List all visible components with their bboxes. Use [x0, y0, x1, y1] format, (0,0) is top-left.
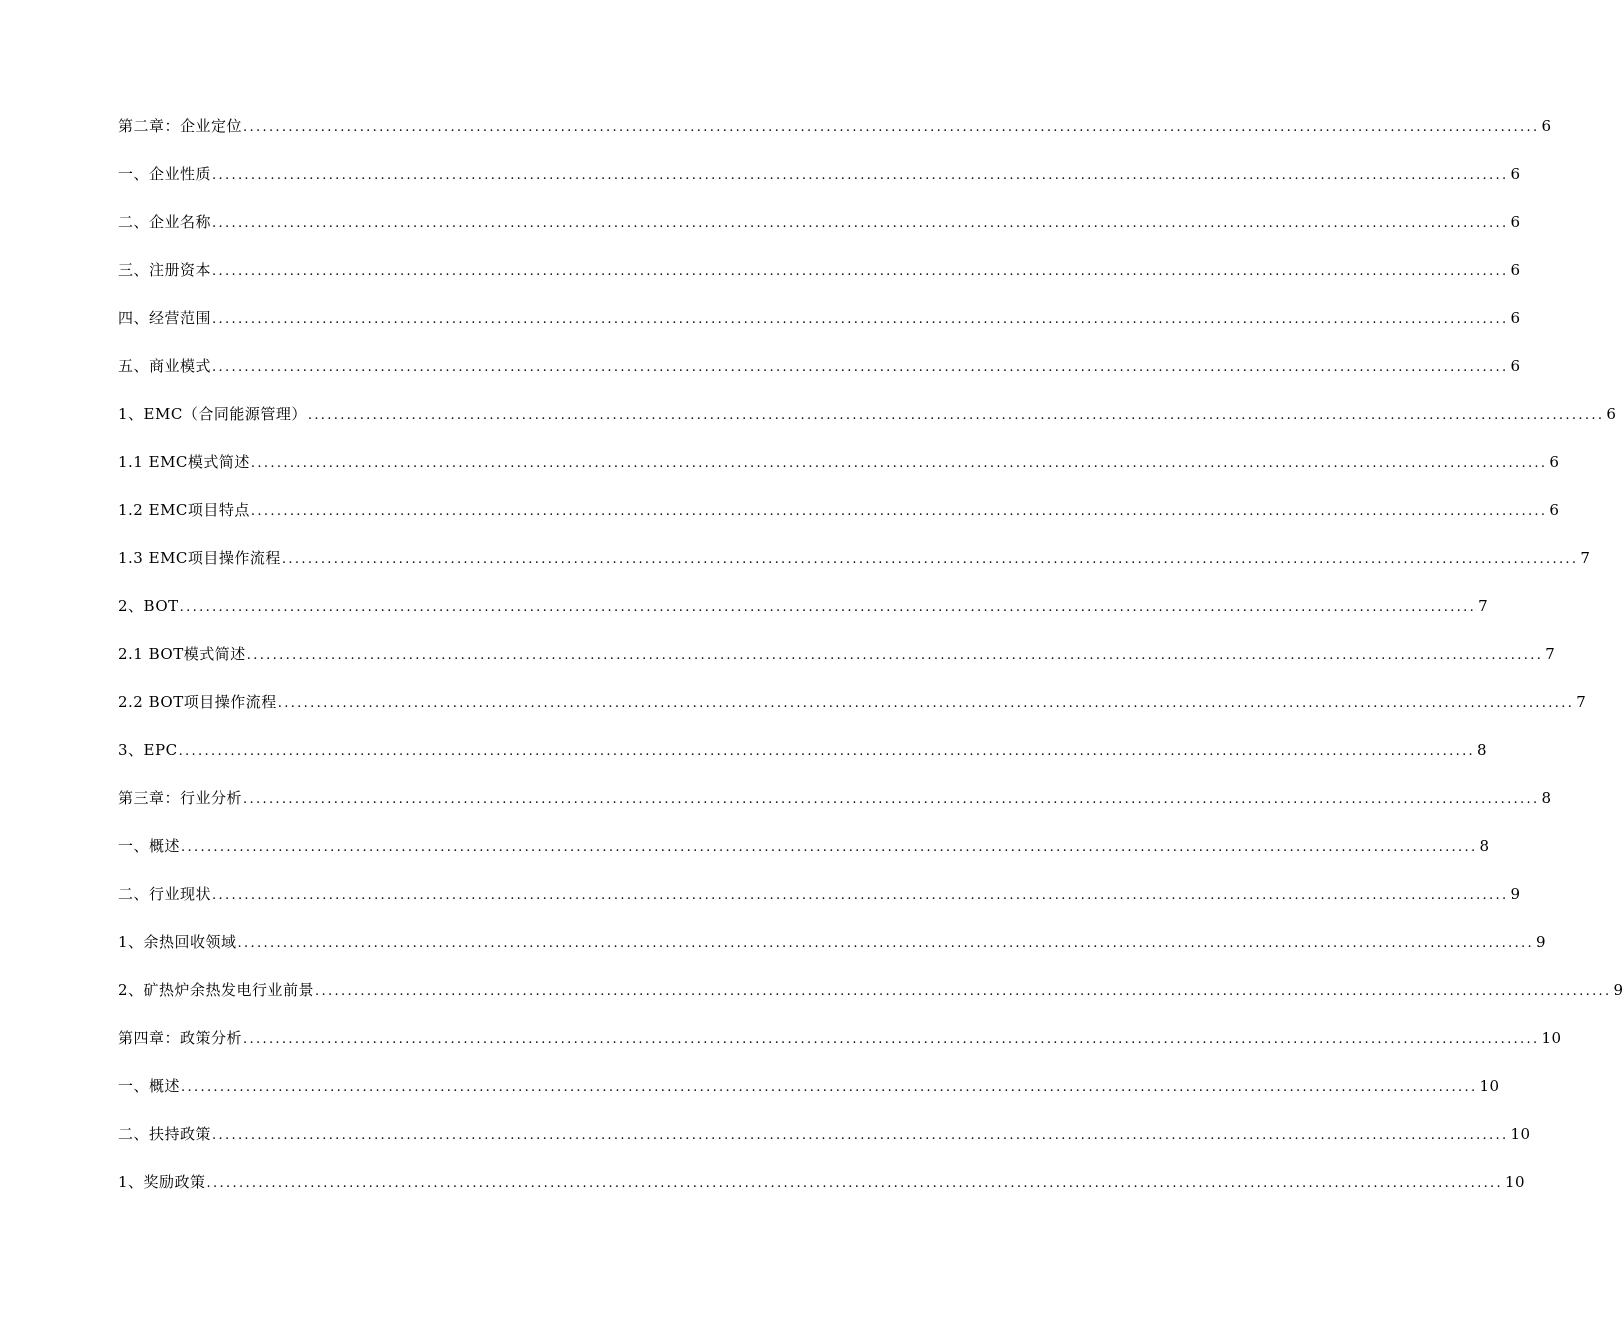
toc-entry[interactable] [118, 1171, 1526, 1219]
toc-entry-title: 第三章：行业分析 [118, 789, 243, 807]
toc-leader-dots: ........................................................................................................................................................................................................ [237, 936, 1535, 951]
toc-leader-dots: ........................................................................................................................................................................................................ [181, 1080, 1478, 1095]
toc-entry-page: 6 [1510, 165, 1521, 183]
toc-entry[interactable] [118, 691, 1587, 739]
toc-leader-dots: ........................................................................................................................................................................................................ [250, 504, 1548, 519]
toc-entry-page: 7 [1580, 549, 1591, 567]
toc-entry[interactable] [118, 307, 1521, 355]
toc-entry-page: 10 [1505, 1173, 1526, 1191]
toc-entry-page: 7 [1478, 597, 1489, 615]
toc-entry-page: 10 [1479, 1077, 1500, 1095]
toc-entry-page: 7 [1545, 645, 1556, 663]
toc-entry[interactable] [118, 835, 1490, 883]
toc-entry-page: 6 [1510, 309, 1521, 327]
toc-entry-title: 一、概述 [118, 1077, 181, 1095]
toc-entry[interactable] [118, 931, 1547, 979]
toc-leader-dots: ........................................................................................................................................................................................................ [212, 360, 1509, 375]
toc-entry-title: 一、企业性质 [118, 165, 212, 183]
toc-entry-page: 6 [1549, 453, 1560, 471]
toc-leader-dots: ........................................................................................................................................................................................................ [179, 600, 1477, 615]
toc-entry-title: 3、EPC [118, 741, 178, 759]
toc-entry[interactable] [118, 1027, 1562, 1075]
toc-entry-title: 2、BOT [118, 597, 179, 615]
toc-entry-page: 10 [1541, 1029, 1562, 1047]
toc-entry-title: 四、经营范围 [118, 309, 212, 327]
toc-entry-title: 一、概述 [118, 837, 181, 855]
toc-leader-dots: ........................................................................................................................................................................................................ [315, 984, 1612, 999]
table-of-contents [118, 115, 1624, 1219]
toc-entry[interactable] [118, 1075, 1500, 1123]
toc-leader-dots: ........................................................................................................................................................................................................ [250, 456, 1548, 471]
toc-entry-title: 2.1 BOT模式简述 [118, 645, 246, 663]
toc-entry[interactable] [118, 499, 1560, 547]
toc-entry-page: 9 [1510, 885, 1521, 903]
toc-entry-title: 二、企业名称 [118, 213, 212, 231]
toc-leader-dots: ........................................................................................................................................................................................................ [212, 888, 1509, 903]
toc-leader-dots: ........................................................................................................................................................................................................ [212, 264, 1509, 279]
toc-leader-dots: ........................................................................................................................................................................................................ [281, 552, 1579, 567]
toc-entry-title: 二、行业现状 [118, 885, 212, 903]
toc-entry-page: 6 [1541, 117, 1552, 135]
toc-entry[interactable] [118, 787, 1552, 835]
toc-entry-title: 1、奖励政策 [118, 1173, 206, 1191]
toc-entry-title: 1、EMC（合同能源管理） [118, 405, 307, 423]
toc-leader-dots: ........................................................................................................................................................................................................ [246, 648, 1544, 663]
toc-leader-dots: ........................................................................................................................................................................................................ [206, 1176, 1504, 1191]
toc-entry-title: 第二章：企业定位 [118, 117, 243, 135]
toc-entry-title: 2、矿热炉余热发电行业前景 [118, 981, 315, 999]
toc-entry-page: 6 [1510, 261, 1521, 279]
toc-entry-title: 1.2 EMC项目特点 [118, 501, 250, 519]
toc-entry[interactable] [118, 739, 1488, 787]
toc-leader-dots: ........................................................................................................................................................................................................ [307, 408, 1605, 423]
toc-leader-dots: ........................................................................................................................................................................................................ [181, 840, 1478, 855]
toc-leader-dots: ........................................................................................................................................................................................................ [277, 696, 1575, 711]
toc-entry[interactable] [118, 979, 1624, 1027]
toc-entry-page: 7 [1576, 693, 1587, 711]
toc-entry[interactable] [118, 451, 1560, 499]
toc-entry[interactable] [118, 355, 1521, 403]
toc-leader-dots: ........................................................................................................................................................................................................ [212, 1128, 1509, 1143]
toc-leader-dots: ........................................................................................................................................................................................................ [243, 1032, 1540, 1047]
toc-entry-title: 五、商业模式 [118, 357, 212, 375]
toc-leader-dots: ........................................................................................................................................................................................................ [243, 792, 1540, 807]
toc-entry-title: 二、扶持政策 [118, 1125, 212, 1143]
toc-leader-dots: ........................................................................................................................................................................................................ [243, 120, 1540, 135]
toc-entry-title: 1、余热回收领域 [118, 933, 237, 951]
toc-entry-page: 6 [1606, 405, 1617, 423]
toc-entry[interactable] [118, 547, 1591, 595]
toc-entry-title: 2.2 BOT项目操作流程 [118, 693, 277, 711]
toc-entry[interactable] [118, 883, 1521, 931]
toc-entry-page: 9 [1613, 981, 1624, 999]
toc-leader-dots: ........................................................................................................................................................................................................ [212, 168, 1509, 183]
toc-entry[interactable] [118, 595, 1489, 643]
toc-entry-page: 10 [1510, 1125, 1531, 1143]
toc-entry[interactable] [118, 115, 1552, 163]
toc-entry[interactable] [118, 643, 1556, 691]
toc-entry-title: 1.1 EMC模式简述 [118, 453, 250, 471]
toc-leader-dots: ........................................................................................................................................................................................................ [178, 744, 1476, 759]
toc-entry-title: 1.3 EMC项目操作流程 [118, 549, 281, 567]
toc-leader-dots: ........................................................................................................................................................................................................ [212, 312, 1509, 327]
toc-entry[interactable] [118, 1123, 1531, 1171]
toc-entry[interactable] [118, 211, 1521, 259]
toc-entry-page: 9 [1536, 933, 1547, 951]
toc-entry-page: 8 [1479, 837, 1490, 855]
toc-entry[interactable] [118, 403, 1617, 451]
toc-entry[interactable] [118, 163, 1521, 211]
toc-entry[interactable] [118, 259, 1521, 307]
toc-entry-page: 6 [1510, 357, 1521, 375]
toc-entry-title: 三、注册资本 [118, 261, 212, 279]
toc-entry-page: 6 [1549, 501, 1560, 519]
toc-entry-page: 8 [1477, 741, 1488, 759]
toc-leader-dots: ........................................................................................................................................................................................................ [212, 216, 1509, 231]
toc-entry-page: 8 [1541, 789, 1552, 807]
toc-entry-title: 第四章：政策分析 [118, 1029, 243, 1047]
toc-entry-page: 6 [1510, 213, 1521, 231]
